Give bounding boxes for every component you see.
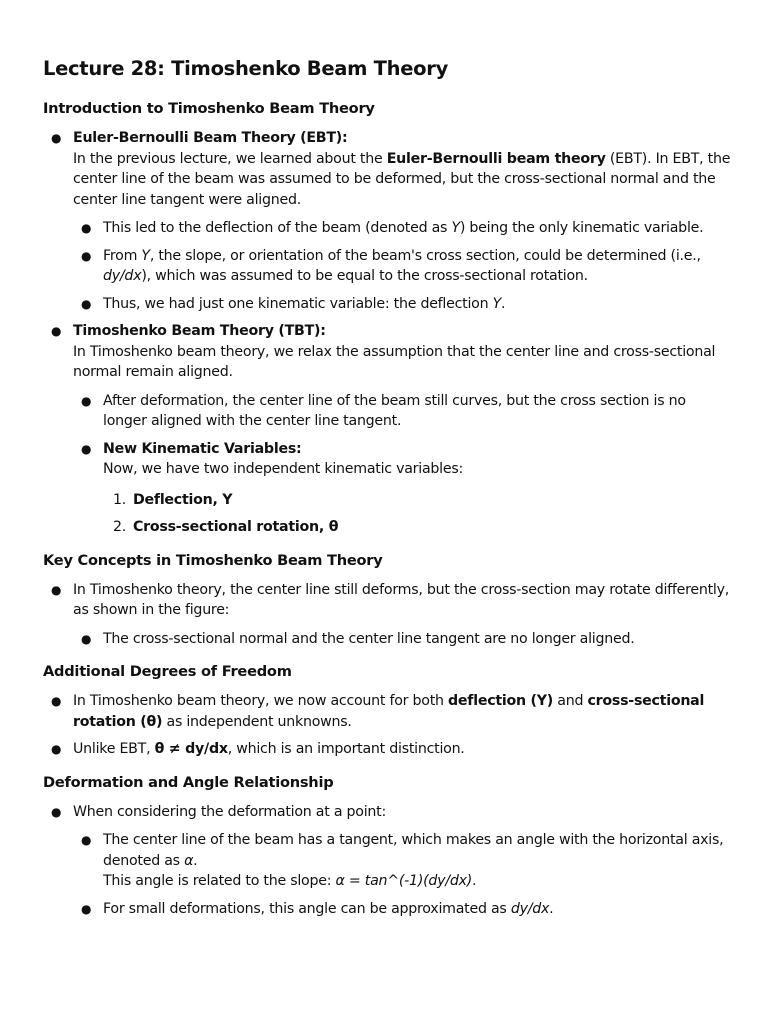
section-heading: Key Concepts in Timoshenko Beam Theory: [43, 551, 383, 569]
list-item: ● When considering the deformation at a point: ● The center line of the beam has a tangent, which makes an angle with the horizontal axis, denoted as α. This angle is related to the slope: α = tan^(-1)(dy/dx). ● For small deformations, this angle can be approximated as dy/dx.: [43, 802, 732, 920]
tbt-intro: In Timoshenko beam theory, we relax the assumption that the center line and cross-sectional normal remain aligned.: [73, 343, 716, 380]
list-item: ● After deformation, the center line of the beam still curves, but the cross section is no longer aligned with the center line tangent.: [81, 392, 686, 429]
bullet-icon: ●: [51, 694, 62, 708]
bullet-list: [43, 580, 732, 650]
list-item: ● In Timoshenko beam theory, we now account for both deflection (Y) and cross-sectional rotation (θ) as independent unknowns.: [51, 693, 705, 730]
bullet-icon: ●: [81, 393, 92, 408]
section-heading: Introduction to Timoshenko Beam Theory: [43, 100, 375, 117]
bullet-icon: ●: [81, 248, 92, 263]
sub-list: [73, 830, 732, 919]
bullet-icon: ●: [51, 131, 62, 145]
section-key-concepts: [43, 551, 732, 650]
bullet-icon: ●: [51, 742, 62, 756]
section-introduction: [43, 99, 732, 538]
numbered-item: 2. Cross-sectional rotation, θ: [113, 517, 732, 538]
bullet-icon: ●: [81, 901, 92, 916]
bullet-icon: ●: [81, 833, 92, 847]
numbered-item: 1. Deflection, Y: [113, 490, 732, 511]
bullet-icon: ●: [51, 324, 62, 338]
page-title: Lecture 28: Timoshenko Beam Theory: [43, 57, 448, 80]
bullet-icon: ●: [51, 582, 62, 597]
ebt-intro: In the previous lecture, we learned about the Euler-Bernoulli beam theory (EBT). In EBT, the center line of the beam was assumed to be deformed, but the cross-sectional normal and the center line tangent were aligned.: [73, 150, 731, 208]
new-vars-label: New Kinematic Variables:: [103, 440, 302, 457]
list-item-ebt: [43, 128, 732, 314]
ebt-label: Euler-Bernoulli Beam Theory (EBT):: [73, 130, 348, 146]
sub-list: [73, 218, 732, 314]
list-item: ● Thus, we had just one kinematic variable: the deflection Y.: [73, 294, 732, 315]
new-vars-text: Now, we have two independent kinematic variables:: [103, 461, 463, 477]
list-item: ● The center line of the beam has a tangent, which makes an angle with the horizontal axis, denoted as α. This angle is related to the slope: α = tan^(-1)(dy/dx).: [81, 832, 724, 889]
bullet-icon: ●: [81, 296, 92, 311]
list-item: [73, 439, 732, 538]
list-item: ● This led to the deflection of the beam (denoted as Y) being the only kinematic variable.: [73, 218, 732, 239]
bullet-list: [43, 128, 732, 538]
section-deformation-angle: [43, 773, 732, 920]
item-number: 1.: [113, 491, 127, 508]
section-degrees-of-freedom: [43, 662, 732, 760]
section-heading: Additional Degrees of Freedom: [43, 663, 292, 680]
numbered-list: [113, 490, 732, 538]
list-item: ● Unlike EBT, θ ≠ dy/dx, which is an important distinction.: [43, 739, 732, 760]
list-item: ● In Timoshenko theory, the center line still deforms, but the cross-section may rotate differently, as shown in the figure: ● The cross-sectional normal and the center line tangent are no longer aligned.: [43, 580, 732, 650]
sub-list: [73, 629, 732, 650]
sub-list: [73, 391, 732, 538]
bullet-icon: ●: [51, 804, 62, 819]
item-number: 2.: [113, 519, 127, 535]
bullet-icon: ●: [81, 221, 92, 235]
bullet-icon: ●: [81, 631, 92, 646]
list-item: ● The cross-sectional normal and the center line tangent are no longer aligned.: [73, 629, 732, 650]
list-item: ● From Y, the slope, or orientation of the beam's cross section, could be determined (i.e., dy/dx), which was assumed to be equal to the cross-sectional rotation.: [81, 247, 701, 284]
section-heading: Deformation and Angle Relationship: [43, 773, 334, 791]
list-item-tbt: [43, 321, 732, 538]
bullet-list: [43, 691, 732, 760]
tbt-label: Timoshenko Beam Theory (TBT):: [73, 323, 326, 339]
bullet-icon: ●: [81, 441, 92, 456]
list-item: ● For small deformations, this angle can be approximated as dy/dx.: [73, 899, 732, 920]
bullet-list: [43, 802, 732, 920]
